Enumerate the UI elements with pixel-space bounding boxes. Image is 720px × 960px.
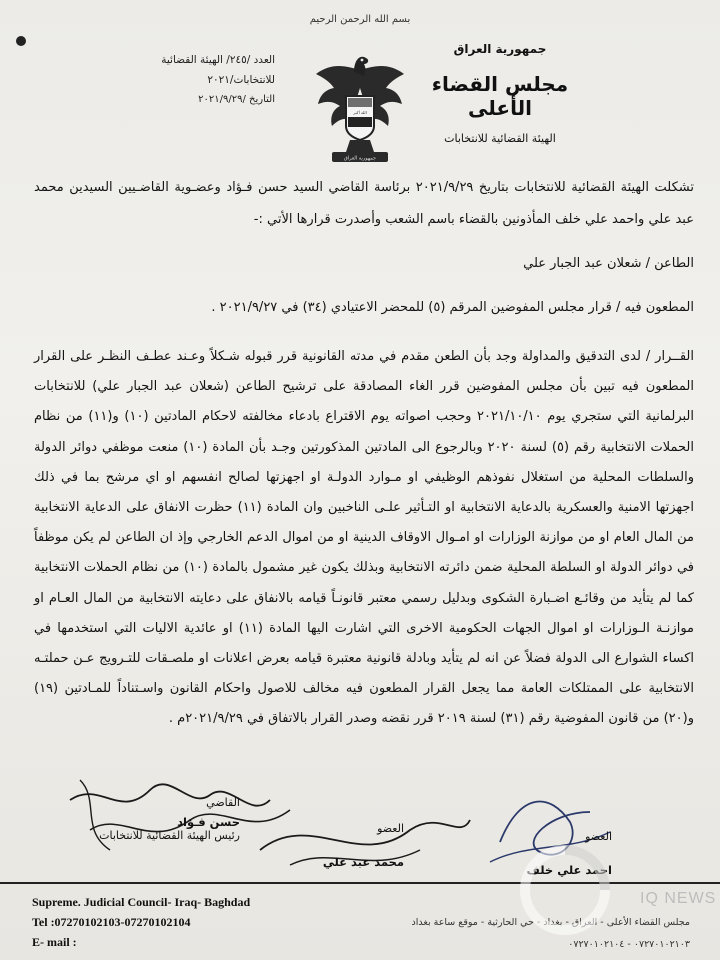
footer-arabic	[330, 912, 690, 956]
document-date: التاريخ /٢٠٢١/٩/٢٩	[198, 94, 275, 105]
institution-header	[420, 40, 580, 145]
news-watermark-icon	[515, 840, 615, 940]
basmala: بسم الله الرحمن الرحيم	[309, 14, 411, 25]
decision-body	[34, 172, 694, 735]
footer-phone-ar: ٠٧٢٧٠١٠٢١٠٣ - ٠٧٢٧٠١٠٢١٠٤	[568, 939, 690, 950]
commission-title: الهيئة القضائية للانتخابات	[444, 132, 556, 145]
svg-text:الله أكبر: الله أكبر	[353, 110, 367, 115]
appellant-line: الطاعن / شعلان عبد الجبار علي	[523, 256, 694, 271]
judge-signature-block	[99, 796, 240, 842]
member2-name: احمد علي خلف	[526, 863, 612, 877]
footer-address-en: Supreme. Judicial Council- Iraq- Baghdad	[32, 895, 251, 909]
footer-address-ar: مجلس القضاء الأعلى - العراق - بغداد - حي الحارثية - موقع ساعة بغداد	[411, 917, 690, 928]
judge-title: رئيس الهيئة القضائية للانتخابات	[99, 829, 240, 842]
footer-phone-en: Tel :07270102103-07270102104	[32, 915, 191, 929]
council-title: مجلس القضاء الأعلى	[431, 72, 569, 120]
emblem-scroll-text: جمهورية العراق	[343, 155, 377, 162]
member1-signature-block	[323, 822, 404, 869]
footer-english	[32, 892, 332, 952]
member1-name: محمد عبد علي	[322, 855, 404, 869]
member2-role: العضو	[585, 830, 612, 843]
decision-paragraph: القــرار / لدى التدقيق والمداولة وجد بأن الطعن مقدم في مدته القانونية قرر قبوله شـكلاً وعـند عطـف النظـر على القرار المطعون فيه تبين بأن مجلس المفوضين قرر الغاء المصادقة على ترشيح الطاعن (شعلان عبد الجبار علي) للانتخابات البرلمانية التي ستجري يوم ٢٠٢١/١٠/١٠ وحجب اصواته يوم الاقتراع بادعاء مخالفته لاحكام المادتين (١٠) و(١١) من نظام الحملات الانتخابية رقم (٥) لسنة ٢٠٢٠ وبالرجوع الى المادتين المذكورتين وجـد بأن المادة (١٠) منعت موظفي دوائر الدولة والسلطات المحلية من استغلال نفوذهم الوظيفي او مـوارد الدولـة او اجهزتها لصالح انفسهم او اي مرشح بما في ذلك اجهزتها الامنية والعسكرية بالدعاية الانتخابية او التـأثير علـى الناخبين وان المادة (١١) حظرت الانفاق على الدعاية الانتخابية من المال العام او من موازنة الوزارات او امـوال الاوقاف الدينية او من اموال الدعم الخارجي وإذ ان الطاعن لم يكن موظفاً في دوائر الدولة او السلطة المحلية ضمن دائرته الانتخابية وبذلك يكون غير مشمول بالمادة (١٠) من نظام الحملات الانتخابية كما لم يتأيد من وقائـع اضـبارة الشكوى وبدليل رسمي معتبر قانونـاً قيامه بالانفاق على دعايته الانتخابية من المال العـام او موازنـة الـوزارات او اموال الجهات الحكومية الاخرى التي اشارت اليها المادة (١١) او عائدية الاليات التي استخدمها في اكساء الشوارع الى الدولة فضلاً عن انه لم يتأيد وبادلة قانونية معتبرة قيامه بعرض اعلانات او ملصـقات للتـرويج عـن حملتـه الانتخابية على الممتلكات العامة مما يجعل القرار المطعون فيه مخالف للاصول واحكام القانون واسـتناداً للمـادتين (١٩) و(٢٠) من قانون المفوضية رقم (٣١) لسنة ٢٠١٩ قرر نقضه وصدر القرار بالاتفاق في ٢٠٢١/٩/٢٩م .	[34, 349, 695, 727]
member1-role: العضو	[377, 822, 404, 835]
iraq-eagle-emblem	[310, 48, 410, 166]
appealed-decision-line: المطعون فيه / قرار مجلس المفوضين المرقم (٥) للمحضر الاعتيادي (٣٤) في ٢٠٢١/٩/٢٧ .	[211, 300, 694, 315]
judge-role: القاضي	[206, 796, 240, 809]
intro-paragraph: تشكلت الهيئة القضائية للانتخابات بتاريخ ٢٠٢١/٩/٢٩ برئاسة القاضي السيد حسن فـؤاد وعضـوية القاضـيين السيدين محمد عبد علي واحمد علي خلف المأذونين بالقضاء باسم الشعب وأصدرت قرارها الأتي :-	[34, 180, 694, 227]
watermark-text: IQ NEWS	[640, 890, 717, 907]
republic-title: جمهورية العراق	[453, 42, 547, 56]
reference-block	[140, 50, 275, 110]
reference-number: العدد /٢٤٥/ الهيئة القضائية للانتخابات/٢٠٢١	[161, 54, 275, 86]
punch-hole-mark	[16, 36, 26, 46]
footer-email-en: E- mail :	[32, 935, 77, 949]
judge-name: حسن فـؤاد	[177, 815, 240, 829]
